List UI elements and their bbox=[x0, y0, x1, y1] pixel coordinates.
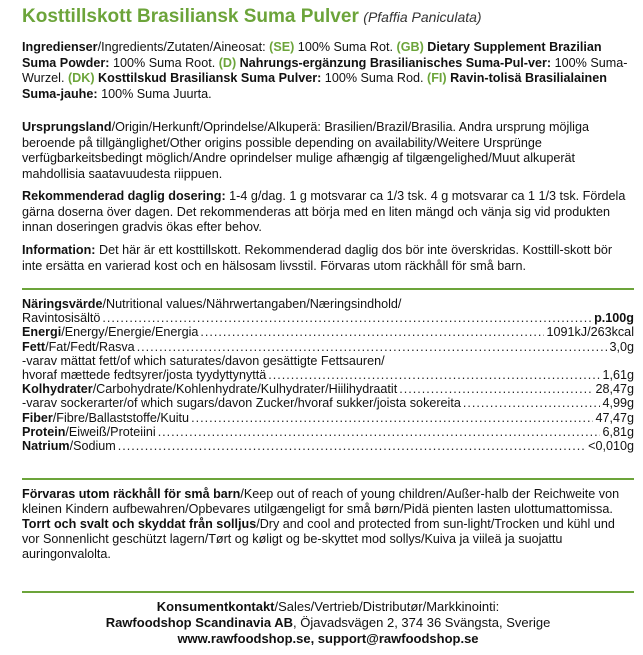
nutrition-heading-rest: /Nutritional values/Nährwertangaben/Næringsindhold/ bbox=[102, 297, 402, 311]
information-text: Det här är ett kosttillskott. Rekommenderad daglig dos bör inte överskridas. Kosttill-skott bör inte ersätta en varierad kost och en hälsosam livsstil. Förvaras utom räckhåll för små barn. bbox=[22, 243, 613, 273]
company-address: , Öjavadsvägen 2, 374 36 Svängsta, Sverige bbox=[293, 615, 551, 630]
nutrient-translations: /Carbohydrate/Kohlenhydrate/Kulhydrater/Hiilihydraatit bbox=[92, 382, 398, 397]
nutrient-value: 4,99g bbox=[602, 396, 634, 411]
nutrient-translations: /Sodium bbox=[69, 439, 116, 454]
d-code: (D) bbox=[218, 55, 237, 70]
leader-dots bbox=[158, 425, 601, 439]
contact-address-line bbox=[22, 615, 634, 631]
leader-dots bbox=[200, 325, 544, 339]
nutrient-name: Natrium bbox=[22, 439, 70, 454]
leader-dots bbox=[102, 311, 592, 325]
nutrient-name: Kolhydrater bbox=[22, 382, 93, 397]
contact-heading bbox=[22, 599, 634, 615]
table-row bbox=[22, 396, 634, 410]
per-100g: p.100g bbox=[594, 311, 634, 326]
fi-code: (FI) bbox=[427, 71, 447, 85]
d-name: Nahrungs-ergänzung Brasilianisches Suma-Pul-ver: bbox=[236, 55, 552, 70]
table-row bbox=[22, 425, 634, 439]
dk-name: Kosttilskud Brasiliansk Suma Pulver: bbox=[94, 71, 322, 85]
information-section bbox=[22, 243, 634, 274]
nutrition-heading bbox=[22, 297, 634, 311]
dosage-label: Rekommenderad daglig dosering: bbox=[22, 189, 226, 203]
latin-name: (Pfaffia Paniculata) bbox=[363, 9, 482, 25]
fi-text: 100% Suma Juurta. bbox=[97, 86, 212, 101]
ingredients-label: Ingredienser bbox=[22, 40, 98, 54]
title-row bbox=[22, 6, 634, 28]
separator bbox=[22, 591, 634, 593]
gb-name: Dietary Supplement Brazilian Suma Powder: bbox=[22, 40, 602, 70]
contact-label-rest: /Sales/Vertrieb/Distributør/Markkinointi: bbox=[274, 599, 500, 614]
nutrient-value: 47,47g bbox=[595, 410, 634, 425]
leader-dots bbox=[118, 439, 586, 453]
nutrient-name: Fiber bbox=[22, 410, 53, 425]
origin-text: /Origin/Herkunft/Oprindelse/Alkuperä: Brasilien/Brazil/Brasilia. Andra ursprung möjliga beroende på tillgänglighet/Other origins possible depending on availability/Weitere Ursprünge verfügbarkeitsbedingt möglich/Andre oprindelser mulige afhængig af tilgængelighed/Muut alkuperät mahdollisia saatavuudesta riippuen. bbox=[22, 120, 589, 181]
product-title: Kosttillskott Brasiliansk Suma Pulver bbox=[22, 6, 359, 27]
nutrition-table bbox=[22, 297, 634, 453]
nutrient-translations: /Fat/Fedt/Rasva bbox=[45, 339, 135, 354]
d-text: 100% Suma-Wurzel. bbox=[22, 55, 628, 85]
contact-section bbox=[22, 599, 634, 647]
nutrient-value: 28,47g bbox=[595, 382, 634, 397]
leader-dots bbox=[399, 382, 593, 396]
dosage-section bbox=[22, 189, 634, 236]
nutrition-per-row bbox=[22, 311, 634, 325]
gb-code: (GB) bbox=[396, 40, 424, 54]
dk-text: 100% Suma Rod. bbox=[321, 71, 428, 85]
origin-section bbox=[22, 120, 634, 182]
nutrient-value: 3,0g bbox=[609, 339, 634, 354]
nutrition-heading-bold: Näringsvärde bbox=[22, 297, 103, 311]
storage-conditions-text: /Dry and cool and protected from sun-light/Trocken und kühl und vor Sonnenlicht geschützt lagern/Tørt og køligt og be-skyttet mod sollys/Kuiva ja viileä ja suojattu auringonvalolta. bbox=[22, 517, 615, 561]
company-name: Rawfoodshop Scandinavia AB bbox=[105, 615, 294, 630]
nutrient-name: Energi bbox=[22, 325, 62, 340]
table-row bbox=[22, 439, 634, 453]
separator bbox=[22, 288, 634, 290]
leader-dots bbox=[463, 396, 601, 410]
table-row bbox=[22, 382, 634, 396]
storage-conditions bbox=[22, 517, 634, 562]
nutrient-translations: /Energy/Energie/Energia bbox=[61, 325, 199, 340]
ingredients-languages: /Ingredients/Zutaten/Aineosat: bbox=[97, 40, 270, 54]
nutrient-value: 6,81g bbox=[602, 424, 634, 439]
nutrient-translations: /Eiweiß/Proteiini bbox=[65, 424, 156, 439]
table-row bbox=[22, 340, 634, 354]
storage-section bbox=[22, 487, 634, 562]
nutrient-name: Fett bbox=[22, 339, 46, 354]
information-label: Information: bbox=[22, 243, 96, 257]
nutrient-translations: hvoraf mættede fedtsyrer/josta tyydyttynyttä bbox=[22, 368, 267, 383]
nutrition-heading-line2: Ravintosisältö bbox=[22, 311, 101, 326]
se-code: (SE) bbox=[269, 40, 295, 54]
origin-label: Ursprungsland bbox=[22, 120, 112, 134]
table-row bbox=[22, 411, 634, 425]
ingredients-section bbox=[22, 40, 634, 102]
contact-label: Konsumentkontakt bbox=[156, 599, 275, 614]
web-email: www.rawfoodshop.se, support@rawfoodshop.se bbox=[177, 631, 479, 646]
table-row bbox=[22, 325, 634, 339]
dk-code: (DK) bbox=[67, 71, 95, 85]
separator bbox=[22, 478, 634, 480]
leader-dots bbox=[191, 411, 593, 425]
fi-name: Ravin-tolisä Brasilialainen Suma-jauhe: bbox=[22, 71, 607, 101]
nutrient-translations: -varav sockerarter/of which sugars/davon Zucker/hvoraf sukker/joista sokereita bbox=[22, 396, 461, 411]
dosage-text: 1-4 g/dag. 1 g motsvarar ca 1/3 tsk. 4 g motsvarar ca 1 1/3 tsk. Fördela gärna doserna över dagen. Det rekommenderas att börja med en liten mängd och vänja sig vid produkten innan doseringen gradvis ökas efter behov. bbox=[22, 189, 626, 234]
se-text: 100% Suma Rot. bbox=[294, 40, 397, 54]
nutrient-value: <0,010g bbox=[588, 439, 634, 454]
nutrient-name: Protein bbox=[22, 424, 66, 439]
contact-web-line bbox=[22, 631, 634, 647]
nutrient-value: 1,61g bbox=[602, 368, 634, 383]
leader-dots bbox=[268, 368, 600, 382]
storage-children-text: /Keep out of reach of young children/Außer-halb der Reichweite von kleinen Kindern aufbewahren/Opbevares utilgængeligt for små børn/Pidä pienten lasten ulottumattomissa. bbox=[22, 487, 620, 516]
nutrient-value: 1091kJ/263kcal bbox=[546, 325, 634, 340]
storage-conditions-bold: Torrt och svalt och skyddat från solljus bbox=[22, 517, 257, 531]
gb-text: 100% Suma Root. bbox=[109, 55, 219, 70]
saturates-line1: -varav mättat fett/of which saturates/davon gesättigte Fettsauren/ bbox=[22, 353, 385, 368]
storage-children-bold: Förvaras utom räckhåll för små barn bbox=[22, 487, 241, 501]
table-row bbox=[22, 368, 634, 382]
leader-dots bbox=[137, 340, 608, 354]
storage-children bbox=[22, 487, 634, 517]
nutrient-translations: /Fibre/Ballaststoffe/Kuitu bbox=[52, 410, 190, 425]
